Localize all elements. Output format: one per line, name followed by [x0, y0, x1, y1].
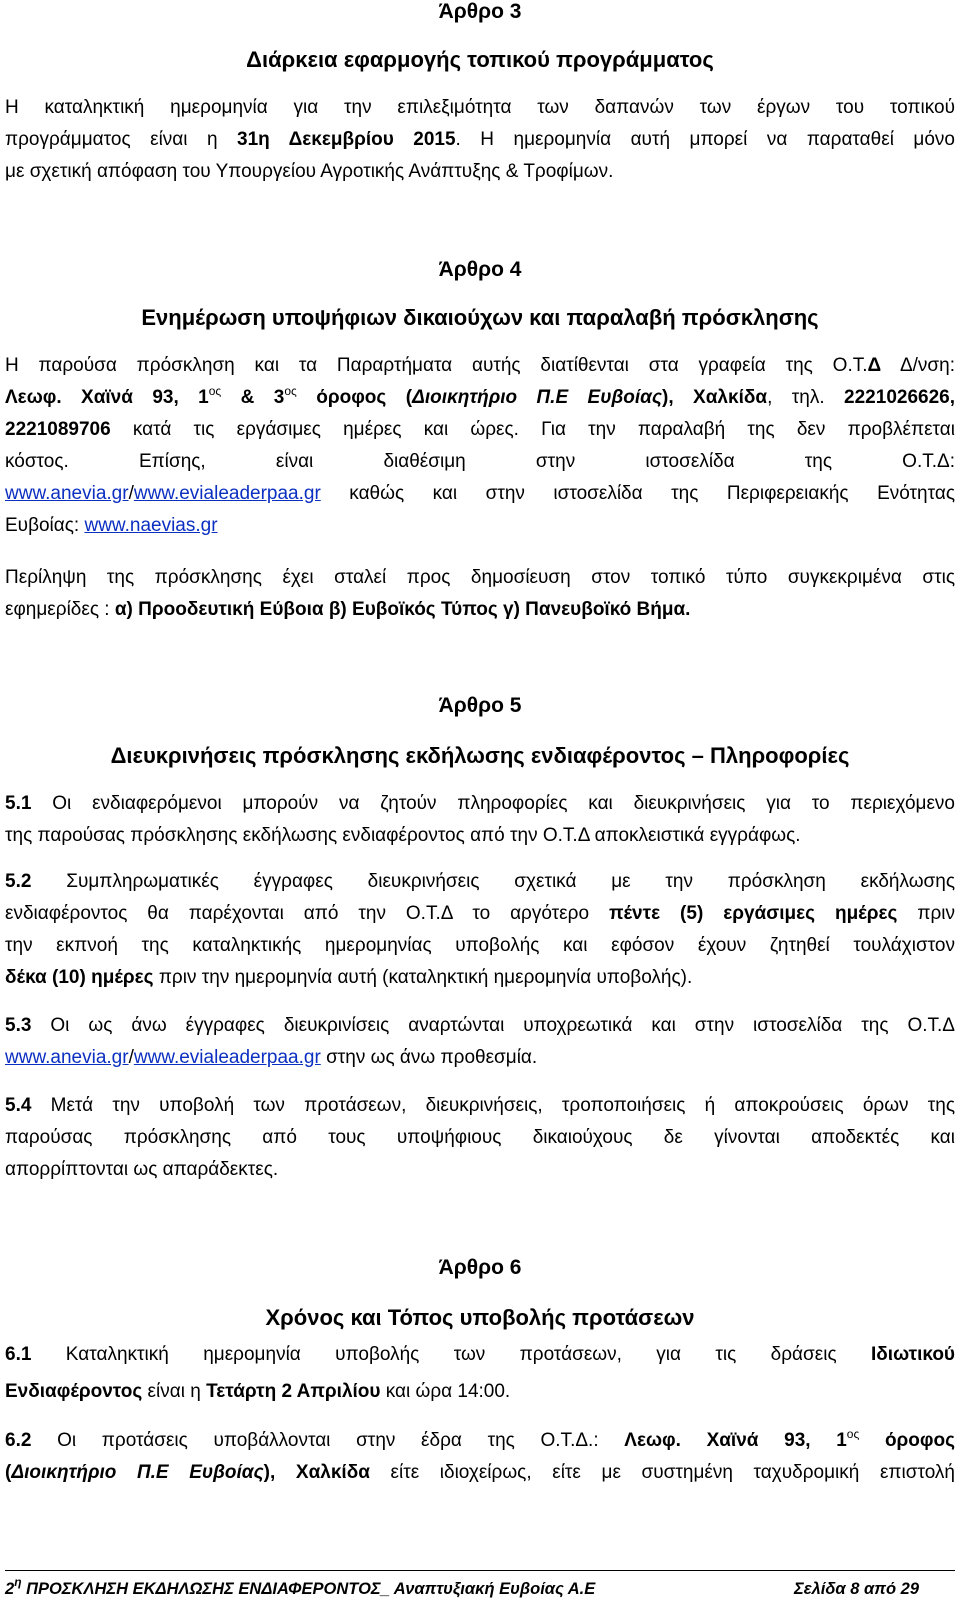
article-4-p2-line-1: Περίληψη της πρόσκλησης έχει σταλεί προς δημοσίευση στον τοπικό τύπο συγκεκριμένα στις: [5, 567, 955, 588]
article-4-line-5: www.anevia.gr/www.evialeaderpaa.gr καθώς και στην ιστοσελίδα της Περιφερειακής Ενότητας: [5, 483, 955, 504]
section-5-2-line-1: 5.2 Συμπληρωματικές έγγραφες διευκρινήσεις σχετικά με την πρόσκληση εκδήλωσης: [5, 871, 955, 892]
section-5-4-line-3: απορρίπτονται ως απαράδεκτες.: [5, 1159, 279, 1180]
article-5-title: Άρθρο 5: [438, 694, 522, 717]
section-5-2-line-4: δέκα (10) ημέρες πριν την ημερομηνία αυτή (καταληκτική ημερομηνία υποβολής).: [5, 967, 693, 988]
article-4-p2-line-2: εφημερίδες : α) Προοδευτική Εύβοια β) Ευβοϊκός Τύπος γ) Πανευβοϊκό Βήμα.: [5, 599, 691, 620]
article-4-line-3: 2221089706 κατά τις εργάσιμες ημέρες και ώρες. Για την παραλαβή της δεν προβλέπεται: [5, 419, 955, 440]
article-3-line-1: Η καταληκτική ημερομηνία για την επιλεξιμότητα των δαπανών των έργων του τοπικού: [5, 97, 955, 118]
article-3-heading: Διάρκεια εφαρμογής τοπικού προγράμματος: [246, 47, 714, 72]
footer-page-number: Σελίδα 8 από 29: [793, 1579, 919, 1598]
section-6-1: [5, 1336, 955, 1410]
link-anevia[interactable]: www.anevia.gr: [5, 483, 129, 504]
article-3-line-2: προγράμματος είναι η 31η Δεκεμβρίου 2015. Η ημερομηνία αυτή μπορεί να παραταθεί μόνο: [5, 129, 955, 150]
article-3-line-3: με σχετική απόφαση του Υπουργείου Αγροτικής Ανάπτυξης & Τροφίμων.: [5, 161, 614, 182]
page-footer: [5, 1570, 955, 1605]
article-6-title: Άρθρο 6: [438, 1256, 522, 1279]
article-5-heading: Διευκρινήσεις πρόσκλησης εκδήλωσης ενδιαφέροντος – Πληροφορίες: [110, 743, 850, 768]
section-5-4: [5, 1090, 955, 1186]
section-5-4-line-1: 5.4 Μετά την υποβολή των προτάσεων, διευκρινήσεις, τροποποιήσεις ή αποκρούσεις όρων της: [5, 1095, 955, 1116]
footer-document-title: $2^\eta$ ΠΡΟΣΚΛΗΣΗ ΕΚΔΗΛΩΣΗΣ ΕΝΔΙΑΦΕΡΟΝΤΟΣ_ Αναπτυξιακή Ευβοίας Α.Ε: [5, 1574, 596, 1598]
article-4-title: Άρθρο 4: [438, 258, 522, 281]
section-6-1-line-2: Ενδιαφέροντος είναι η Τετάρτη 2 Απριλίου και ώρα 14:00.: [5, 1381, 511, 1402]
section-6-1-line-1: 6.1 Καταληκτική ημερομηνία υποβολής των προτάσεων, για τις δράσεις Ιδιωτικού: [5, 1344, 955, 1365]
section-6-2-line-2: (Διοικητήριο Π.Ε Ευβοίας), Χαλκίδα είτε ιδιοχείρως, είτε με συστημένη ταχυδρομική επιστολή: [5, 1462, 955, 1483]
section-5-3-line-2: www.anevia.gr/www.evialeaderpaa.gr στην ως άνω προθεσμία.: [5, 1047, 538, 1068]
section-5-2-line-3: την εκπνοή της καταληκτικής ημερομηνίας υποβολής και εφόσον έχουν ζητηθεί τουλάχιστον: [5, 935, 955, 956]
section-5-3: [5, 1010, 955, 1074]
section-6-2-line-1: 6.2 Οι προτάσεις υποβάλλονται στην έδρα της Ο.Τ.Δ.: Λεωφ. Χαϊνά 93, $1^{o\varsigma}$ όροφος: [5, 1427, 955, 1451]
section-5-3-line-1: 5.3 Οι ως άνω έγγραφες διευκρινίσεις αναρτώνται υποχρεωτικά και στην ιστοσελίδα της Ο.Τ.Δ: [5, 1015, 955, 1036]
section-5-1: [5, 788, 955, 852]
link-evialeaderpaa-2[interactable]: www.evialeaderpaa.gr: [133, 1047, 321, 1068]
article-4-line-4: κόστος. Επίσης, είναι διαθέσιμη στην ιστοσελίδα της Ο.Τ.Δ:: [5, 451, 955, 472]
link-evialeaderpaa[interactable]: www.evialeaderpaa.gr: [133, 483, 321, 504]
article-4-heading: Ενημέρωση υποψήφιων δικαιούχων και παραλαβή πρόσκλησης: [141, 305, 819, 330]
article-4-paragraph-2: [5, 562, 955, 626]
article-4-line-1: Η παρούσα πρόσκληση και τα Παραρτήματα αυτής διατίθενται στα γραφεία της Ο.Τ.Δ Δ/νση:: [5, 355, 955, 376]
link-naevias[interactable]: www.naevias.gr: [84, 515, 218, 536]
article-6-heading: Χρόνος και Τόπος υποβολής προτάσεων: [265, 1305, 695, 1330]
section-6-2: [5, 1425, 955, 1489]
section-5-2-line-2: ενδιαφέροντος θα παρέχονται από την Ο.Τ.Δ το αργότερο πέντε (5) εργάσιμες ημέρες πριν: [5, 903, 955, 924]
section-5-1-line-2: της παρούσας πρόσκλησης εκδήλωσης ενδιαφέροντος από την Ο.Τ.Δ αποκλειστικά εγγράφως.: [5, 825, 801, 846]
section-5-4-line-2: παρούσας πρόσκλησης από τους υποψήφιους δικαιούχους δε γίνονται αποδεκτές και: [5, 1127, 955, 1148]
article-3-body: [5, 92, 955, 188]
article-4-paragraph-1: [5, 350, 955, 542]
article-3-title: Άρθρο 3: [438, 0, 522, 23]
section-5-2: [5, 866, 955, 994]
article-4-line-6: Ευβοίας: www.naevias.gr: [5, 515, 218, 536]
section-5-1-line-1: 5.1 Οι ενδιαφερόμενοι μπορούν να ζητούν πληροφορίες και διευκρινήσεις για το περιεχόμενο: [5, 793, 955, 814]
link-anevia-2[interactable]: www.anevia.gr: [5, 1047, 129, 1068]
article-4-line-2: Λεωφ. Χαϊνά 93, $1^{o\varsigma}$ & $3^{o\varsigma}$ όροφος (Διοικητήριο Π.Ε Ευβοίας), Χαλκίδα, τηλ. 2221026626,: [5, 384, 955, 408]
